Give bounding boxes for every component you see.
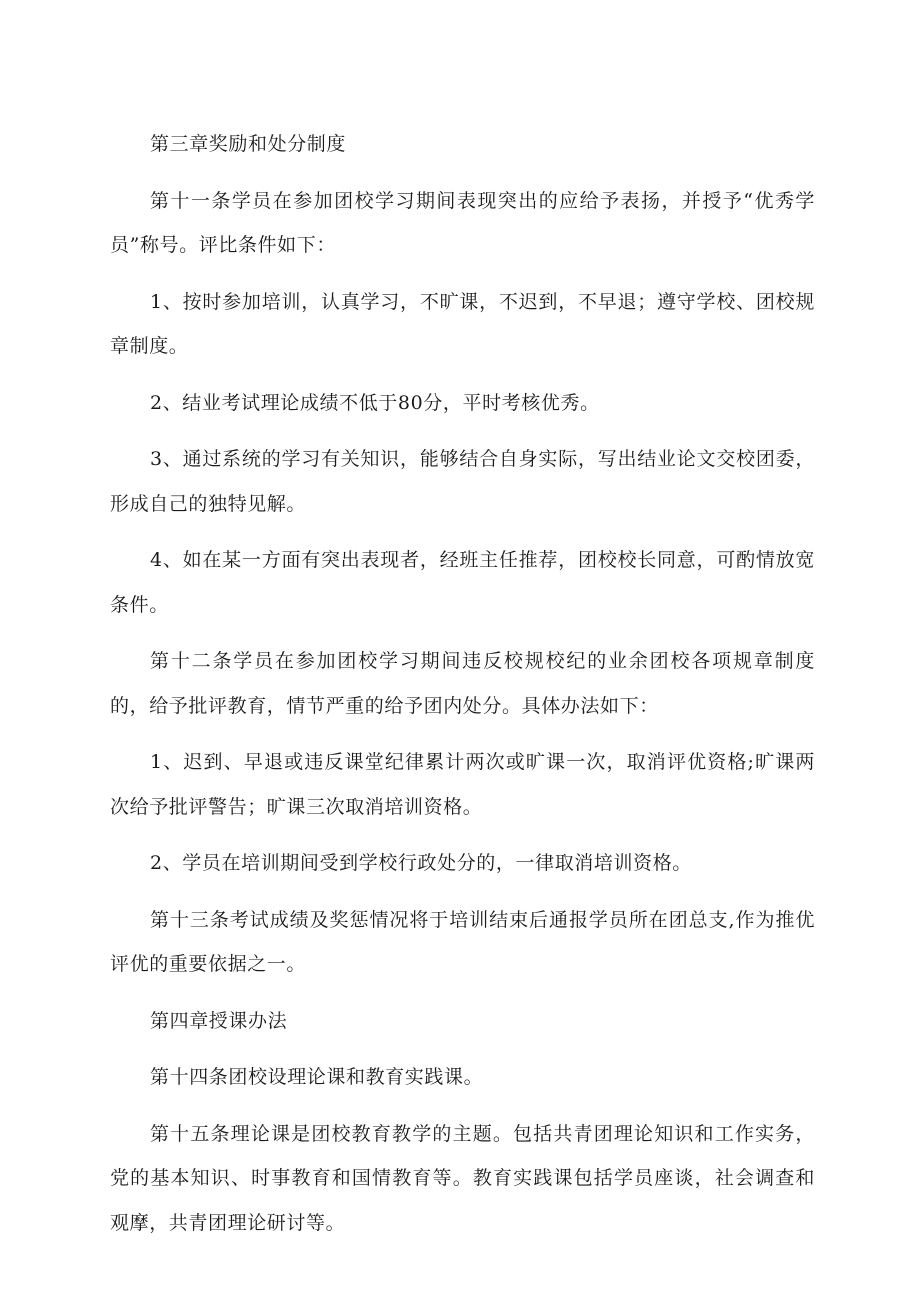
article-12-item-2: 2、学员在培训期间受到学校行政处分的，一律取消培训资格。 bbox=[150, 852, 692, 874]
article-14: 第十四条团校设理论课和教育实践课。 bbox=[150, 1066, 484, 1088]
document-body bbox=[110, 122, 815, 1257]
article-15: 第十五条理论课是团校教育教学的主题。包括共青团理论知识和工作实务，党的基本知识、时事教育和国情教育等。教育实践课包括学员座谈，社会调查和观摩，共青团理论研讨等。 bbox=[110, 1122, 815, 1234]
article-11-item-3: 3、通过系统的学习有关知识，能够结合自身实际，写出结业论文交校团委，形成自己的独特见解。 bbox=[110, 448, 815, 515]
article-13: 第十三条考试成绩及奖惩情况将于培训结束后通报学员所在团总支,作为推优评优的重要依据之一。 bbox=[110, 908, 815, 975]
article-11: 第十一条学员在参加团校学习期间表现突出的应给予表扬，并授予“优秀学员”称号。评比条件如下： bbox=[110, 189, 815, 256]
article-11-item-2: 2、结业考试理论成绩不低于80分，平时考核优秀。 bbox=[150, 391, 600, 414]
article-12-item-1: 1、迟到、早退或违反课堂纪律累计两次或旷课一次，取消评优资格;旷课两次给予批评警告；旷课三次取消培训资格。 bbox=[110, 751, 815, 818]
article-11-item-1: 1、按时参加培训，认真学习，不旷课，不迟到，不早退；遵守学校、团校规章制度。 bbox=[110, 290, 815, 357]
article-11-item-4: 4、如在某一方面有突出表现者，经班主任推荐，团校校长同意，可酌情放宽条件。 bbox=[110, 549, 815, 616]
chapter-4-heading: 第四章授课办法 bbox=[150, 1009, 288, 1032]
article-12: 第十二条学员在参加团校学习期间违反校规校纪的业余团校各项规章制度的，给予批评教育，情节严重的给予团内处分。具体办法如下： bbox=[110, 650, 815, 717]
chapter-3-heading: 第三章奖励和处分制度 bbox=[150, 133, 347, 155]
